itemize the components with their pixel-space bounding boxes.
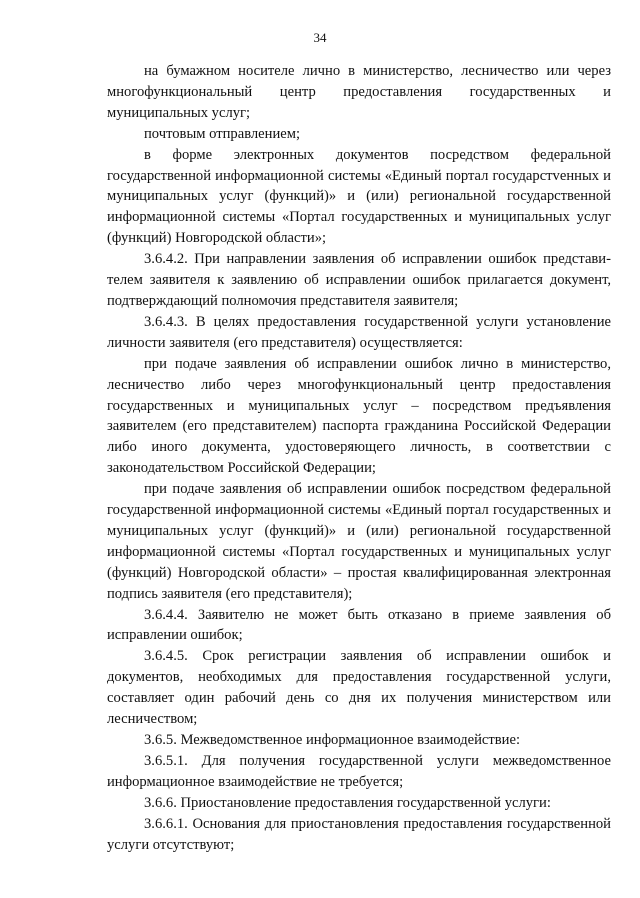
- paragraph-paper-submission: на бумажном носителе лично в министерство, лесничество или через многофункциональный центр предоставления государственных и муниципальных услуг;: [107, 63, 611, 121]
- paragraph-identity-electronic: при подаче заявления об исправлении ошибок посредством федеральной государственной информационной системы «Единый портал государственных и муниципальных услуг (функций)» и (или) региональной государственной информационной системы «Портал государственных и муниципальных услуг (функций) Новгородской области» – простая квалифицированная электронная подпись заявителя (его представителя);: [107, 481, 611, 602]
- page-number: 34: [313, 30, 327, 45]
- paragraph-3-6-4-5: 3.6.4.5. Срок регистрации заявления об исправлении ошибок и документов, необходимых для предоставления государственной услуги, составляет один рабочий день со дня их получения министерством или лесничеством;: [107, 648, 611, 728]
- paragraph-3-6-4-2: 3.6.4.2. При направлении заявления об исправлении ошибок представителем заявителя к заявлению об исправлении ошибок прилагается документ, подтверждающий полномочия представителя заявителя;: [107, 251, 611, 309]
- paragraph-3-6-6: 3.6.6. Приостановление предоставления государственной услуги:: [144, 794, 551, 811]
- paragraph-3-6-5: 3.6.5. Межведомственное информационное взаимодействие:: [144, 732, 521, 748]
- paragraph-3-6-4-4: 3.6.4.4. Заявителю не может быть отказано в приеме заявления об исправлении ошибок;: [107, 606, 611, 644]
- paragraph-postal-submission: почтовым отправлением;: [144, 125, 301, 142]
- paragraph-3-6-5-1: 3.6.5.1. Для получения государственной услуги межведомственное информационное взаимодействие не требуется;: [107, 752, 611, 790]
- paragraph-3-6-4-3: 3.6.4.3. В целях предоставления государственной услуги установление личности заявителя (его представителя) осуществляется:: [107, 313, 611, 351]
- paragraph-identity-in-person: при подаче заявления об исправлении ошибок лично в министерство, лесничество либо через многофункциональный центр предоставления государственных и муниципальных услуг – посредством предъявления заявителем (его представителем) паспорта гражданина Российской Федерации либо иного документа, удостоверяющего личность, в соответствии с законодательством Российской Федерации;: [107, 355, 611, 477]
- document-body: [107, 61, 611, 855]
- paragraph-electronic-submission: в форме электронных документов посредством федеральной государственной информационной системы «Единый портал государстvенных и муниципальных услуг (функций)» и (или) региональной государственной информационной системы «Портал государственных и муниципальных услуг (функций) Новгородской области»;: [107, 146, 611, 247]
- paragraph-3-6-6-1: 3.6.6.1. Основания для приостановления предоставления государственной услуги отсутствуют;: [107, 815, 611, 853]
